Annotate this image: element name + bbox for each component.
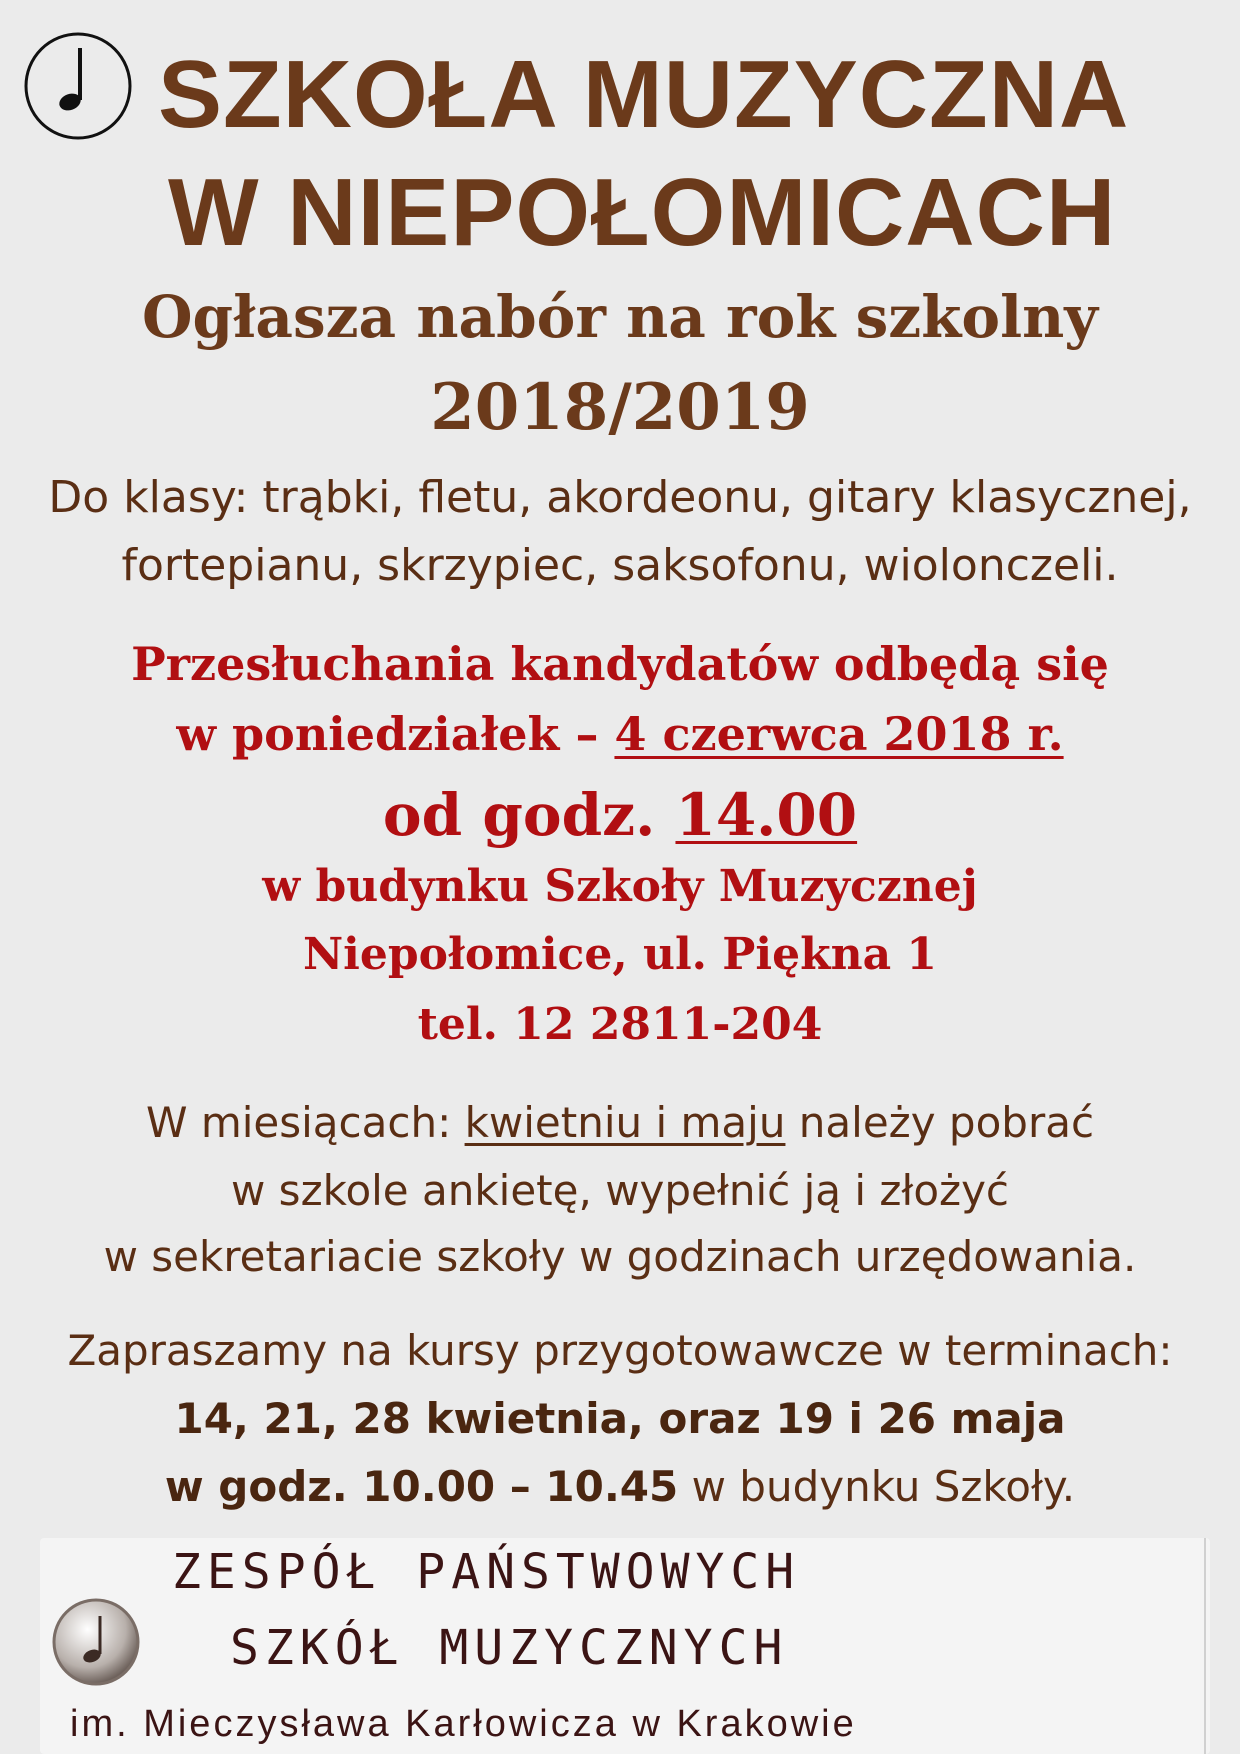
music-note-circle-icon: [50, 1596, 142, 1688]
auditions-time-prefix: od godz.: [382, 781, 676, 849]
courses-dates: 14, 21, 28 kwietnia, oraz 19 i 26 maja: [174, 1394, 1066, 1443]
courses-line-1: Zapraszamy na kursy przygotowawcze w terminach:: [67, 1326, 1173, 1375]
auditions-date: 4 czerwca 2018 r.: [614, 707, 1064, 761]
auditions-location: w budynku Szkoły Muzycznej: [262, 861, 978, 912]
courses-location: w budynku Szkoły.: [678, 1462, 1076, 1511]
form-info-suffix: należy pobrać: [785, 1098, 1095, 1147]
auditions-address: Niepołomice, ul. Piękna 1: [302, 929, 938, 980]
instruments-line-1: Do klasy: trąbki, fletu, akordeonu, gitary klasycznej,: [48, 472, 1192, 523]
instruments-line-2: fortepianu, skrzypiec, saksofonu, wiolonczeli.: [121, 540, 1119, 591]
footer-divider: [1204, 1538, 1206, 1754]
footer-line-2: SZKÓŁ MUZYCZNYCH: [230, 1620, 789, 1676]
auditions-phone: tel. 12 2811-204: [417, 999, 823, 1050]
auditions-time: 14.00: [675, 781, 858, 849]
school-title-line-1: SZKOŁA MUZYCZNA: [158, 41, 1130, 148]
auditions-line-3: [0, 780, 1240, 850]
footer-line-1: ZESPÓŁ PAŃSTWOWYCH: [172, 1544, 801, 1600]
courses-hours: w godz. 10.00 – 10.45: [164, 1462, 679, 1511]
school-title-line-2: W NIEPOŁOMICACH: [168, 159, 1117, 266]
form-info-line-1: [0, 1094, 1240, 1152]
courses-line-3: [0, 1458, 1240, 1516]
auditions-line-1: Przesłuchania kandydatów odbędą się: [131, 637, 1109, 691]
music-note-circle-icon: [22, 30, 134, 142]
form-info-months: kwietniu i maju: [464, 1098, 786, 1147]
footer-banner: [40, 1538, 1210, 1754]
form-info-line-2: w szkole ankietę, wypełnić ją i złożyć: [230, 1166, 1010, 1215]
footer-line-3: im. Mieczysława Karłowicza w Krakowie: [70, 1703, 857, 1745]
auditions-day: w poniedziałek –: [176, 707, 615, 761]
auditions-line-2: [0, 704, 1240, 764]
form-info-prefix: W miesiącach:: [145, 1098, 465, 1147]
announcement-line-1: Ogłasza nabór na rok szkolny: [141, 283, 1098, 351]
form-info-line-3: w sekretariacie szkoły w godzinach urzędowania.: [103, 1232, 1137, 1281]
school-year: 2018/2019: [430, 370, 810, 445]
